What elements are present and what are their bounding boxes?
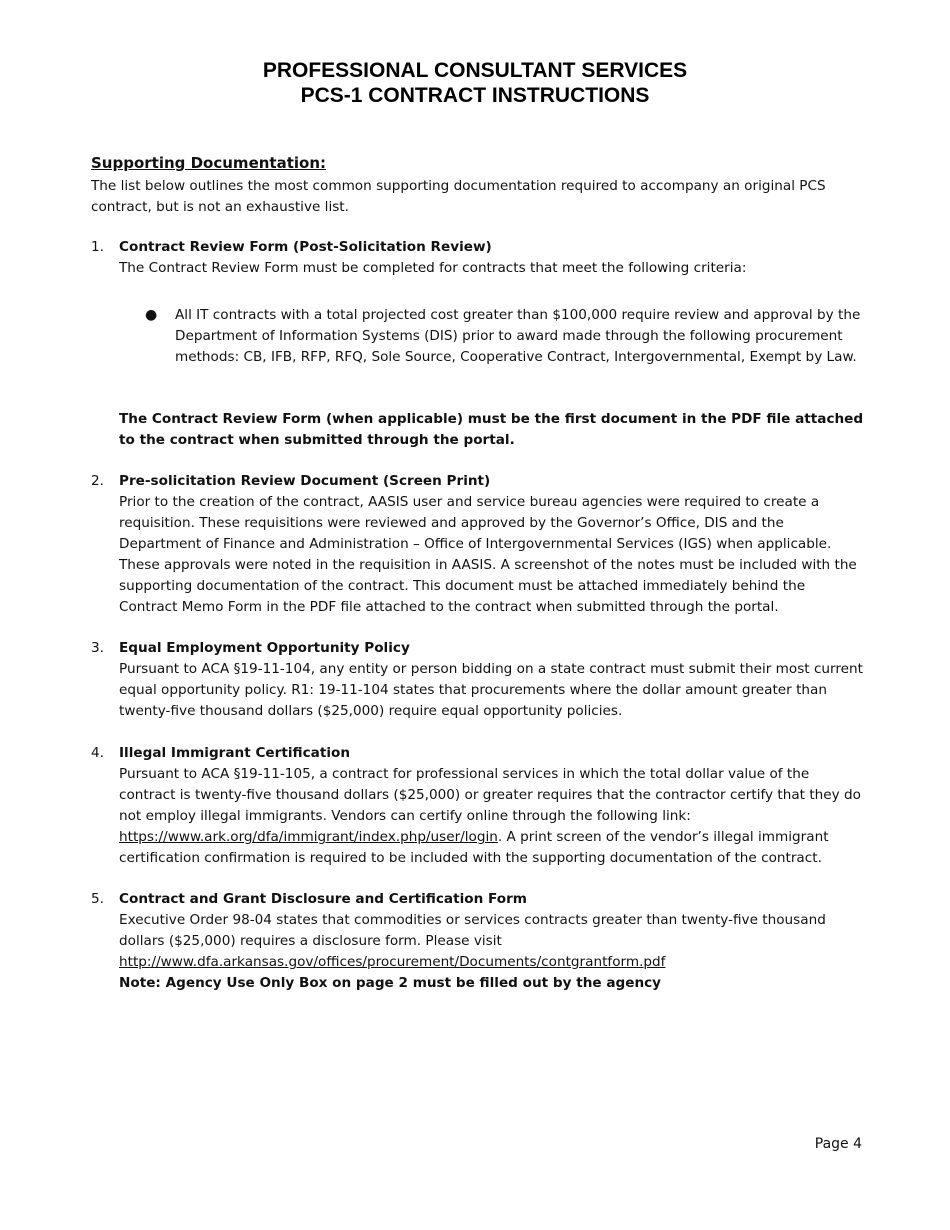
page-number: Page 4 [814,1136,862,1152]
item-1-note: The Contract Review Form (when applicable) must be the first document in the PDF file attached to the contract when submitted through the portal. [119,411,864,448]
list-item-3 [91,638,871,728]
item-text: The Contract Review Form must be completed for contracts that meet the following criteria: [119,260,747,276]
item-title: Pre-solicitation Review Document (Screen Print) [119,473,491,489]
item-title: Illegal Immigrant Certification [119,745,350,761]
item-text-after-link: . A print screen of the vendor’s illegal immigrant certification confirmation is required to be included with the supporting documentation of the contract. [119,829,829,866]
immigrant-certification-link[interactable]: https://www.ark.org/dfa/immigrant/index.php/user/login [119,829,498,845]
item-title: Contract and Grant Disclosure and Certification Form [119,891,527,907]
list-item-2 [91,471,871,621]
item-text [119,764,864,869]
item-title: Contract Review Form (Post-Solicitation Review) [119,239,492,255]
item-text: Executive Order 98-04 states that commodities or services contracts greater than twenty-five thousand dollars ($25,000) requires a disclosure form. Please visit [119,912,826,949]
disclosure-form-link[interactable]: http://www.dfa.arkansas.gov/offices/procurement/Documents/contgrantform.pdf [119,954,666,970]
item-number: 4. [91,745,104,761]
item-text: Prior to the creation of the contract, AASIS user and service bureau agencies were required to create a requisition. These requisitions were reviewed and approved by the Governor’s Office, DIS and the Department of Finance and Administration – Office of Intergovernmental Services (IGS) when applicable. These approvals were noted in the requisition in AASIS. A screenshot of the notes must be included with the supporting documentation of the contract. This document must be attached immediately behind the Contract Memo Form in the PDF file attached to the contract when submitted through the portal. [119,494,857,615]
bullet-dot-icon: ● [145,307,158,323]
bullet-text: All IT contracts with a total projected cost greater than $100,000 require review and approval by the Department of Information Systems (DIS) prior to award made through the following procurement methods: CB, IFB, RFP, RFQ, Sole Source, Cooperative Contract, Intergovernmental, Exempt by Law. [175,307,861,365]
section-heading: Supporting Documentation: [91,154,327,172]
document-title-line2: PCS-1 CONTRACT INSTRUCTIONS [300,84,650,107]
list-item-5 [91,889,871,999]
item-text-before-link: Pursuant to ACA §19-11-105, a contract for professional services in which the total dollar value of the contract is twenty-five thousand dollars ($25,000) or greater requires that the contractor certify that they do not employ illegal immigrants. Vendors can certify online through the following link: [119,766,861,824]
item-number: 1. [91,239,104,255]
item-number: 3. [91,640,104,656]
item-5-note: Note: Agency Use Only Box on page 2 must be filled out by the agency [119,975,662,991]
list-item-1 [91,237,871,287]
item-text: Pursuant to ACA §19-11-104, any entity or person bidding on a state contract must submit their most current equal opportunity policy. R1: 19-11-104 states that procurements where the dollar amount greater than twenty-five thousand dollars ($25,000) require equal opportunity policies. [119,661,863,719]
item-number: 2. [91,473,104,489]
section-intro: The list below outlines the most common supporting documentation required to accompany an original PCS contract, but is not an exhaustive list. [91,178,826,215]
document-title-line1: PROFESSIONAL CONSULTANT SERVICES [262,59,688,82]
item-number: 5. [91,891,104,907]
item-title: Equal Employment Opportunity Policy [119,640,410,656]
list-item-4 [91,743,871,873]
